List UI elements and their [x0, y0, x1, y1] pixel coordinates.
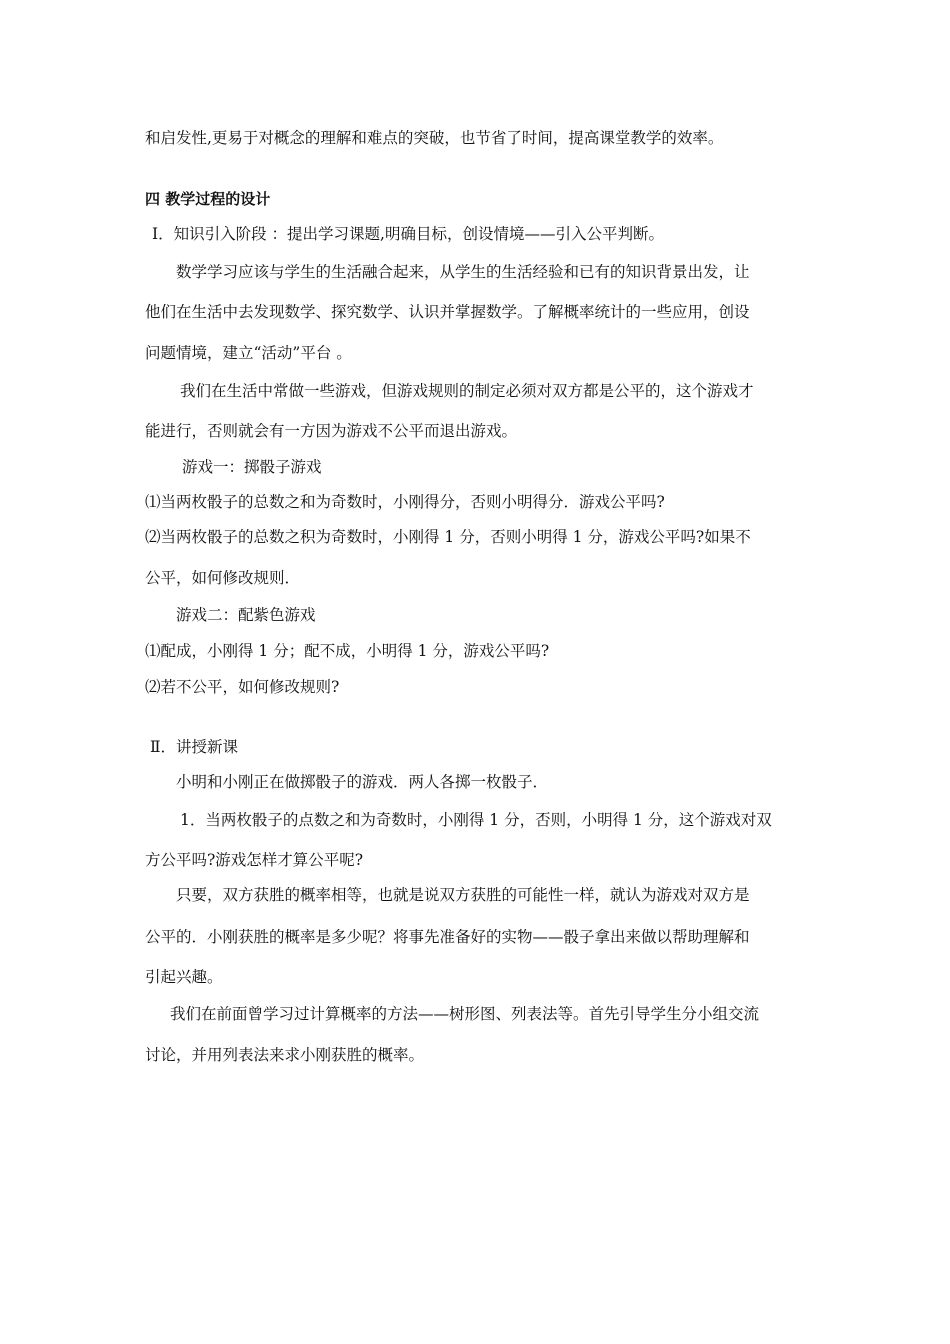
paragraph-line: 只要，双方获胜的概率相等，也就是说双方获胜的可能性一样，就认为游戏对双方是: [176, 886, 750, 904]
paragraph-line: 我们在前面曾学习过计算概率的方法——树形图、列表法等。首先引导学生分小组交流: [170, 1005, 760, 1023]
paragraph-line: 和启发性,更易于对概念的理解和难点的突破，也节省了时间，提高课堂教学的效率。: [145, 129, 724, 147]
paragraph-line: 方公平吗?游戏怎样才算公平呢?: [145, 851, 364, 869]
paragraph-line: 数学学习应该与学生的生活融合起来，从学生的生活经验和已有的知识背景出发，让: [176, 263, 750, 281]
paragraph-line: 公平的．小刚获胜的概率是多少呢？将事先准备好的实物——骰子拿出来做以帮助理解和: [145, 928, 750, 946]
list-item: ⑵若不公平，如何修改规则?: [145, 678, 340, 696]
section-heading: 四 教学过程的设计: [145, 190, 271, 208]
list-item: ⑵当两枚骰子的总数之积为奇数时，小刚得 1 分，否则小明得 1 分，游戏公平吗?如果不: [145, 528, 751, 546]
paragraph-line: 引起兴趣。: [145, 968, 223, 986]
game-title: 游戏二：配紫色游戏: [176, 606, 316, 624]
subsection-heading: Ⅱ．讲授新课: [150, 738, 239, 756]
game-title: 游戏一：掷骰子游戏: [182, 458, 322, 476]
paragraph-line: 他们在生活中去发现数学、探究数学、认识并掌握数学。了解概率统计的一些应用，创设: [145, 303, 750, 321]
list-item: ⑴当两枚骰子的总数之和为奇数时，小刚得分，否则小明得分．游戏公平吗?: [145, 493, 665, 511]
paragraph-line: 我们在生活中常做一些游戏，但游戏规则的制定必须对双方都是公平的，这个游戏才: [180, 382, 754, 400]
paragraph-line: 能进行，否则就会有一方因为游戏不公平而退出游戏。: [145, 422, 518, 440]
list-item: ⑴配成，小刚得 1 分；配不成，小明得 1 分，游戏公平吗?: [145, 642, 550, 660]
paragraph-line: 讨论，并用列表法来求小刚获胜的概率。: [145, 1046, 425, 1064]
paragraph-line: 1．当两枚骰子的点数之和为奇数时，小刚得 1 分，否则，小明得 1 分，这个游戏对双: [180, 811, 772, 829]
paragraph-line: 公平，如何修改规则．: [145, 569, 301, 587]
subsection-heading: Ⅰ．知识引入阶段 ：提出学习课题,明确目标，创设情境——引入公平判断。: [152, 225, 664, 243]
paragraph-line: 小明和小刚正在做掷骰子的游戏．两人各掷一枚骰子．: [176, 773, 549, 791]
paragraph-line: 问题情境，建立“活动”平台 。: [145, 344, 352, 362]
